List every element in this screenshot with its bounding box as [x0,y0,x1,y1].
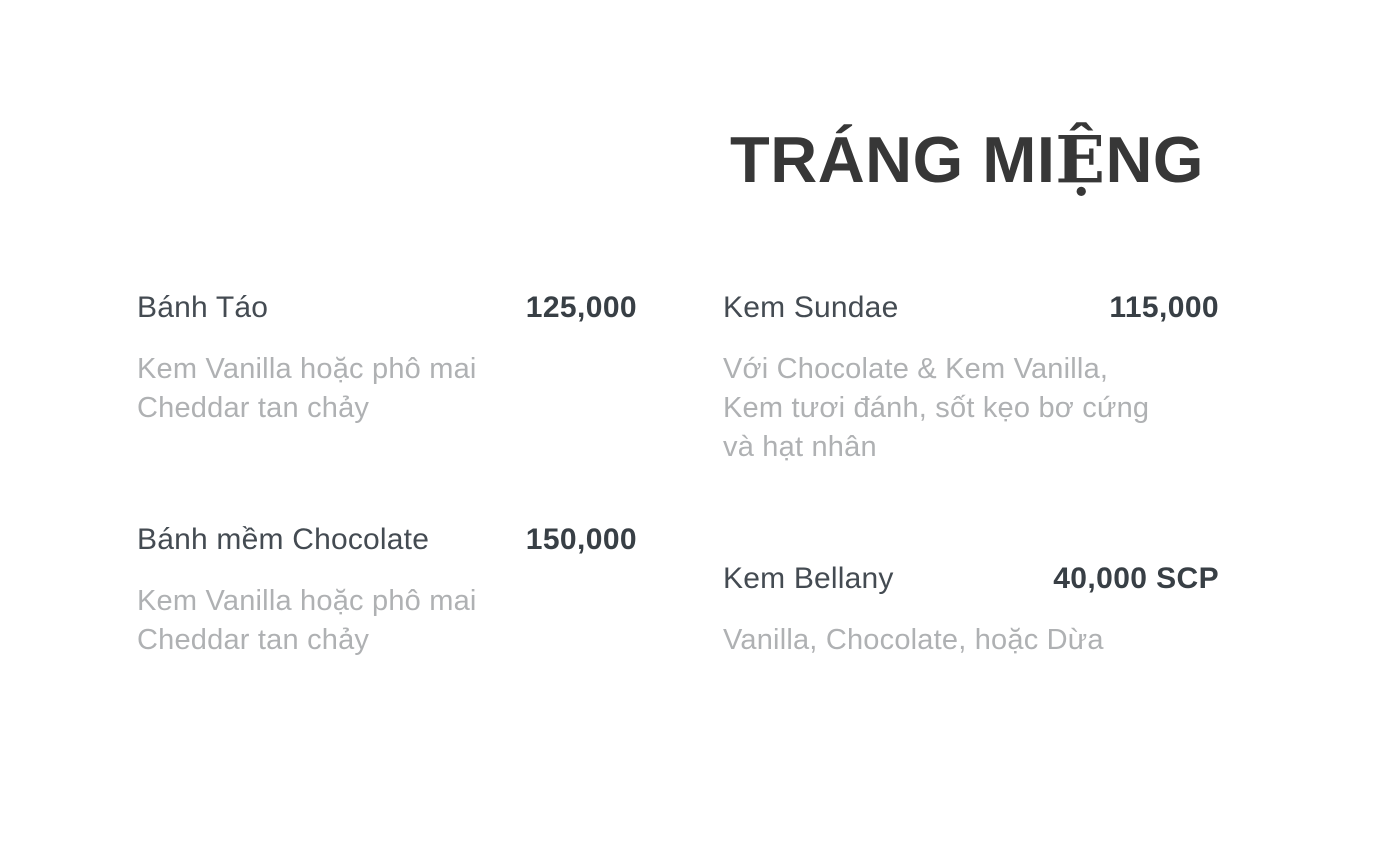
menu-column-right [723,289,1219,753]
page-title-accent-char: Ệ [1055,122,1106,198]
item-price: 40,000 SCP [1053,562,1219,595]
description-line: Vanilla, Chocolate, hoặc Dừa [723,624,1104,656]
item-price: 150,000 [525,523,637,556]
menu-item-banh-mem-chocolate [137,521,637,660]
item-name: Kem Sundae [723,291,899,324]
item-description [723,350,1219,467]
item-head [723,289,1219,327]
item-name: Bánh Táo [137,291,269,324]
description-line: Kem tươi đánh, sốt kẹo bơ cứng [723,392,1150,424]
item-price: 125,000 [525,291,637,324]
menu-item-kem-bellany [723,560,1219,660]
page-title-part1: TRÁNG MI [730,123,1056,196]
item-description [723,621,1219,660]
description-line: Với Chocolate & Kem Vanilla, [723,353,1109,385]
page-title [730,122,1204,198]
menu-item-banh-tao [137,289,637,428]
item-name: Kem Bellany [723,562,894,595]
item-description [137,582,637,660]
item-head [723,560,1219,598]
item-head [137,521,637,559]
item-name: Bánh mềm Chocolate [137,523,430,556]
menu-section [137,289,1219,753]
item-description [137,350,637,428]
menu-column-left [137,289,637,753]
description-line: Kem Vanilla hoặc phô mai [137,353,477,385]
item-head [137,289,637,327]
description-line: Cheddar tan chảy [137,624,370,656]
page-title-part2: NG [1105,123,1204,196]
description-line: Cheddar tan chảy [137,392,370,424]
item-price: 115,000 [1109,291,1219,324]
description-line: và hạt nhân [723,431,877,463]
menu-item-kem-sundae [723,289,1219,467]
description-line: Kem Vanilla hoặc phô mai [137,585,477,617]
